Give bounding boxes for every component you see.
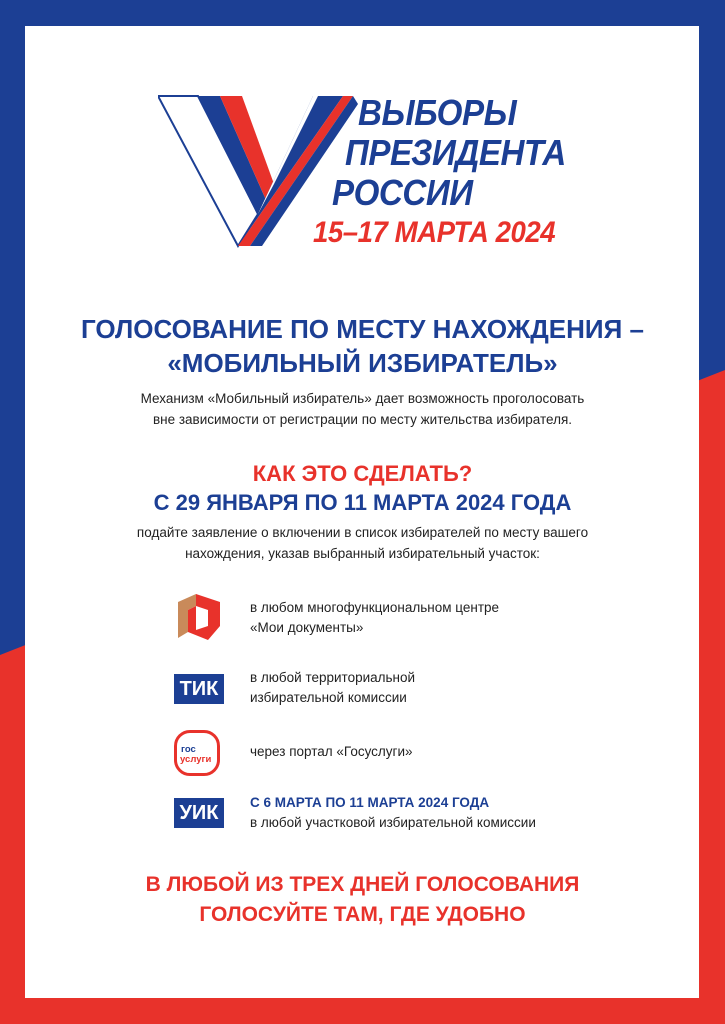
logo-title-line2: ПРЕЗИДЕНТА bbox=[345, 132, 566, 173]
how-question: КАК ЭТО СДЕЛАТЬ? bbox=[252, 461, 473, 486]
instruction-line2: нахождения, указав выбранный избирательный участок: bbox=[185, 546, 540, 561]
intro-line2: вне зависимости от регистрации по месту жительства избирателя. bbox=[152, 412, 573, 427]
option-tik-line1: в любой территориальной bbox=[250, 670, 416, 685]
option-tik-line2: избирательной комиссии bbox=[250, 690, 407, 705]
gosuslugi-logo-bottom: услуги bbox=[180, 754, 212, 765]
moi-dokumenty-logo-icon bbox=[174, 592, 224, 642]
option-mfc-line1: в любом многофункциональном центре bbox=[250, 600, 500, 615]
gosuslugi-logo-top: гос bbox=[181, 744, 196, 755]
main-heading-line2: «МОБИЛЬНЫЙ ИЗБИРАТЕЛЬ» bbox=[167, 348, 558, 378]
option-uik-period: С 6 МАРТА ПО 11 МАРТА 2024 ГОДА bbox=[250, 795, 490, 810]
logo-title-line3: РОССИИ bbox=[332, 172, 473, 213]
option-mfc-line2: «Мои документы» bbox=[250, 620, 364, 635]
gosuslugi-logo-icon bbox=[174, 730, 220, 776]
intro-line1: Механизм «Мобильный избиратель» дает возможность проголосовать bbox=[140, 391, 585, 406]
instruction-line1: подайте заявление о включении в список избирателей по месту вашего bbox=[136, 525, 589, 540]
option-gosuslugi-line1: через портал «Госуслуги» bbox=[250, 744, 413, 759]
main-heading-line1: ГОЛОСОВАНИЕ ПО МЕСТУ НАХОЖДЕНИЯ – bbox=[81, 314, 644, 344]
logo-dates: 15–17 МАРТА 2024 bbox=[313, 216, 556, 249]
footer-line2: ГОЛОСУЙТЕ ТАМ, ГДЕ УДОБНО bbox=[199, 903, 526, 926]
uik-badge: УИК bbox=[174, 798, 224, 828]
option-uik-line2: в любой участковой избирательной комиссии bbox=[250, 815, 536, 830]
logo-title-line1: ВЫБОРЫ bbox=[358, 92, 517, 133]
tik-badge: ТИК bbox=[174, 674, 224, 704]
footer-line1: В ЛЮБОЙ ИЗ ТРЕХ ДНЕЙ ГОЛОСОВАНИЯ bbox=[145, 873, 580, 896]
how-period: С 29 ЯНВАРЯ ПО 11 МАРТА 2024 ГОДА bbox=[153, 490, 572, 515]
